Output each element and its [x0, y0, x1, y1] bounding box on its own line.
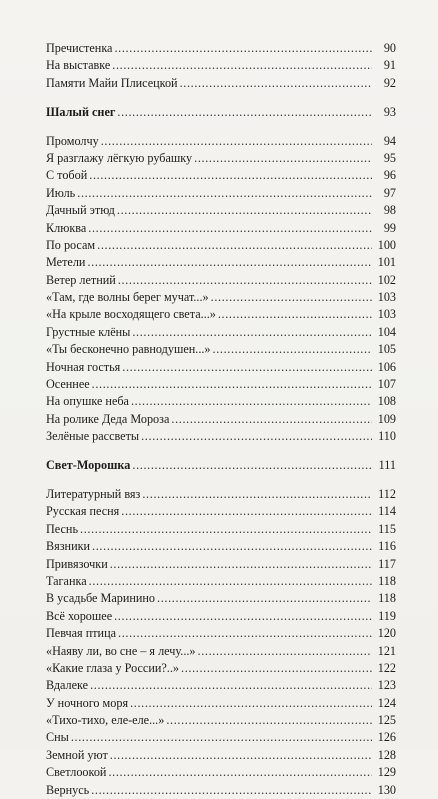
- dot-leader: [166, 712, 372, 729]
- entry-title: Зелёные рассветы: [46, 429, 140, 444]
- toc-entry[interactable]: [46, 747, 396, 764]
- dot-leader: [171, 411, 372, 428]
- entry-title: Промолчу: [46, 133, 99, 148]
- entry-title: Дачный этюд: [46, 203, 115, 218]
- dot-leader: [92, 376, 372, 393]
- entry-page-number: 95: [383, 150, 396, 165]
- toc-entry[interactable]: [46, 359, 396, 376]
- entry-page-number: 91: [383, 58, 396, 73]
- entry-page-number: 104: [377, 324, 396, 339]
- toc-entry[interactable]: [46, 57, 396, 74]
- dot-leader: [87, 254, 372, 271]
- toc-section-heading[interactable]: [46, 104, 396, 121]
- entry-title: На ролике Деда Мороза: [46, 411, 170, 426]
- toc-entry[interactable]: [46, 764, 396, 781]
- dot-leader: [118, 272, 372, 289]
- entry-page-number: 126: [377, 730, 396, 745]
- dot-leader: [114, 40, 372, 57]
- table-of-contents: [46, 40, 396, 799]
- entry-title: «Какие глаза у России?..»: [46, 660, 179, 675]
- toc-entry[interactable]: [46, 40, 396, 57]
- dot-leader: [89, 167, 372, 184]
- section-spacer: [46, 446, 396, 458]
- entry-title: В усадьбе Маринино: [46, 591, 156, 606]
- toc-entry[interactable]: [46, 393, 396, 410]
- entry-page-number: 124: [377, 695, 396, 710]
- entry-title: Ветер летний: [46, 272, 116, 287]
- entry-page-number: 97: [383, 185, 396, 200]
- toc-entry[interactable]: [46, 643, 396, 660]
- entry-title: Я разглажу лёгкую рубашку: [46, 150, 193, 165]
- dot-leader: [132, 457, 372, 474]
- toc-entry[interactable]: [46, 202, 396, 219]
- dot-leader: [101, 133, 372, 150]
- section-title: Свет-Морошка: [46, 458, 131, 473]
- toc-entry[interactable]: [46, 133, 396, 150]
- section-spacer: [46, 121, 396, 133]
- entry-title: Привязочки: [46, 556, 108, 571]
- section-spacer: [46, 474, 396, 486]
- entry-page-number: 96: [383, 168, 396, 183]
- entry-page-number: 109: [377, 411, 396, 426]
- dot-leader: [121, 503, 372, 520]
- toc-entry[interactable]: [46, 341, 396, 358]
- toc-entry[interactable]: [46, 695, 396, 712]
- entry-page-number: 100: [377, 237, 396, 252]
- entry-page-number: 122: [377, 660, 396, 675]
- toc-entry[interactable]: [46, 272, 396, 289]
- entry-page-number: 130: [377, 782, 396, 797]
- entry-page-number: 99: [383, 220, 396, 235]
- entry-page-number: 119: [378, 608, 396, 623]
- entry-page-number: 98: [383, 203, 396, 218]
- entry-title: Светлоокой: [46, 765, 107, 780]
- dot-leader: [108, 764, 372, 781]
- dot-leader: [180, 75, 372, 92]
- dot-leader: [89, 573, 372, 590]
- entry-title: Вдалеке: [46, 678, 89, 693]
- dot-leader: [132, 324, 372, 341]
- toc-entry[interactable]: [46, 254, 396, 271]
- entry-title: Памяти Майи Плисецкой: [46, 75, 178, 90]
- entry-page-number: 103: [377, 290, 396, 305]
- dot-leader: [110, 747, 372, 764]
- section-page-number: 93: [383, 104, 396, 119]
- toc-entry[interactable]: [46, 150, 396, 167]
- entry-title: С тобой: [46, 168, 88, 183]
- toc-entry[interactable]: [46, 503, 396, 520]
- dot-leader: [110, 556, 372, 573]
- dot-leader: [92, 538, 372, 555]
- entry-page-number: 114: [378, 504, 396, 519]
- entry-title: Клюква: [46, 220, 87, 235]
- toc-entry[interactable]: [46, 75, 396, 92]
- entry-title: «Там, где волны берег мучат...»: [46, 290, 209, 305]
- entry-page-number: 101: [377, 255, 396, 270]
- toc-entry[interactable]: [46, 486, 396, 503]
- entry-title: Всё хорошее: [46, 608, 113, 623]
- entry-title: У ночного моря: [46, 695, 129, 710]
- dot-leader: [181, 660, 372, 677]
- entry-title: Литературный вяз: [46, 486, 141, 501]
- entry-title: «Наяву ли, во сне – я лечу...»: [46, 643, 196, 658]
- entry-page-number: 116: [378, 539, 396, 554]
- entry-title: Земной уют: [46, 747, 108, 762]
- toc-section-heading[interactable]: [46, 457, 396, 474]
- toc-entry[interactable]: [46, 428, 396, 445]
- entry-title: Июль: [46, 185, 76, 200]
- dot-leader: [88, 220, 372, 237]
- entry-page-number: 120: [377, 626, 396, 641]
- dot-leader: [117, 104, 372, 121]
- entry-page-number: 128: [377, 747, 396, 762]
- toc-entry[interactable]: [46, 608, 396, 625]
- toc-entry[interactable]: [46, 782, 396, 799]
- entry-title: На опушке неба: [46, 394, 129, 409]
- dot-leader: [157, 590, 372, 607]
- toc-entry[interactable]: [46, 289, 396, 306]
- dot-leader: [198, 643, 372, 660]
- entry-page-number: 115: [378, 521, 396, 536]
- dot-leader: [194, 150, 372, 167]
- entry-title: Русская песня: [46, 504, 120, 519]
- entry-page-number: 118: [378, 591, 396, 606]
- dot-leader: [71, 729, 372, 746]
- toc-entry[interactable]: [46, 167, 396, 184]
- dot-leader: [141, 428, 372, 445]
- dot-leader: [97, 237, 372, 254]
- entry-page-number: 92: [383, 75, 396, 90]
- dot-leader: [77, 185, 372, 202]
- entry-title: Вязники: [46, 539, 91, 554]
- entry-page-number: 118: [378, 573, 396, 588]
- entry-page-number: 107: [377, 377, 396, 392]
- entry-title: Метели: [46, 255, 86, 270]
- entry-title: «На крыле восходящего света...»: [46, 307, 216, 322]
- entry-title: Ночная гостья: [46, 359, 121, 374]
- entry-title: Таганка: [46, 573, 87, 588]
- dot-leader: [130, 695, 372, 712]
- entry-page-number: 106: [377, 359, 396, 374]
- toc-entry[interactable]: [46, 660, 396, 677]
- toc-entry[interactable]: [46, 729, 396, 746]
- dot-leader: [114, 608, 372, 625]
- toc-entry[interactable]: [46, 306, 396, 323]
- toc-entry[interactable]: [46, 411, 396, 428]
- entry-page-number: 112: [378, 486, 396, 501]
- entry-title: «Тихо-тихо, еле-еле...»: [46, 713, 165, 728]
- entry-title: «Ты бесконечно равнодушен...»: [46, 342, 211, 357]
- dot-leader: [117, 202, 372, 219]
- dot-leader: [218, 306, 372, 323]
- dot-leader: [131, 393, 372, 410]
- entry-title: Пречистенка: [46, 41, 113, 55]
- toc-entry[interactable]: [46, 237, 396, 254]
- entry-page-number: 121: [377, 643, 396, 658]
- entry-page-number: 129: [377, 765, 396, 780]
- toc-entry[interactable]: [46, 324, 396, 341]
- entry-title: Грустные клёны: [46, 324, 131, 339]
- toc-entry[interactable]: [46, 556, 396, 573]
- entry-title: Певчая птица: [46, 626, 116, 641]
- entry-page-number: 105: [377, 342, 396, 357]
- entry-page-number: 94: [383, 133, 396, 148]
- dot-leader: [213, 341, 372, 358]
- entry-page-number: 102: [377, 272, 396, 287]
- toc-entry[interactable]: [46, 590, 396, 607]
- dot-leader: [142, 486, 372, 503]
- entry-page-number: 103: [377, 307, 396, 322]
- toc-entry[interactable]: [46, 677, 396, 694]
- entry-page-number: 123: [377, 678, 396, 693]
- toc-entry[interactable]: [46, 376, 396, 393]
- toc-entry[interactable]: [46, 521, 396, 538]
- dot-leader: [80, 521, 372, 538]
- entry-page-number: 117: [378, 556, 396, 571]
- entry-page-number: 125: [377, 713, 396, 728]
- toc-entry[interactable]: [46, 538, 396, 555]
- dot-leader: [211, 289, 372, 306]
- dot-leader: [90, 677, 372, 694]
- entry-title: На выставке: [46, 58, 111, 73]
- entry-title: Сны: [46, 730, 69, 745]
- toc-entry[interactable]: [46, 625, 396, 642]
- toc-entry[interactable]: [46, 185, 396, 202]
- section-page-number: 111: [378, 458, 396, 473]
- section-title: Шалый снег: [46, 104, 116, 119]
- entry-page-number: 108: [377, 394, 396, 409]
- entry-title: По росам: [46, 237, 96, 252]
- dot-leader: [91, 782, 372, 799]
- toc-entry[interactable]: [46, 573, 396, 590]
- dot-leader: [118, 625, 372, 642]
- entry-page-number: 110: [378, 429, 396, 444]
- dot-leader: [112, 57, 372, 74]
- dot-leader: [122, 359, 372, 376]
- entry-title: Осеннее: [46, 377, 90, 392]
- entry-title: Песнь: [46, 521, 79, 536]
- entry-page-number: 90: [383, 41, 396, 55]
- toc-entry[interactable]: [46, 220, 396, 237]
- entry-title: Вернусь: [46, 782, 90, 797]
- toc-entry[interactable]: [46, 712, 396, 729]
- section-spacer: [46, 92, 396, 104]
